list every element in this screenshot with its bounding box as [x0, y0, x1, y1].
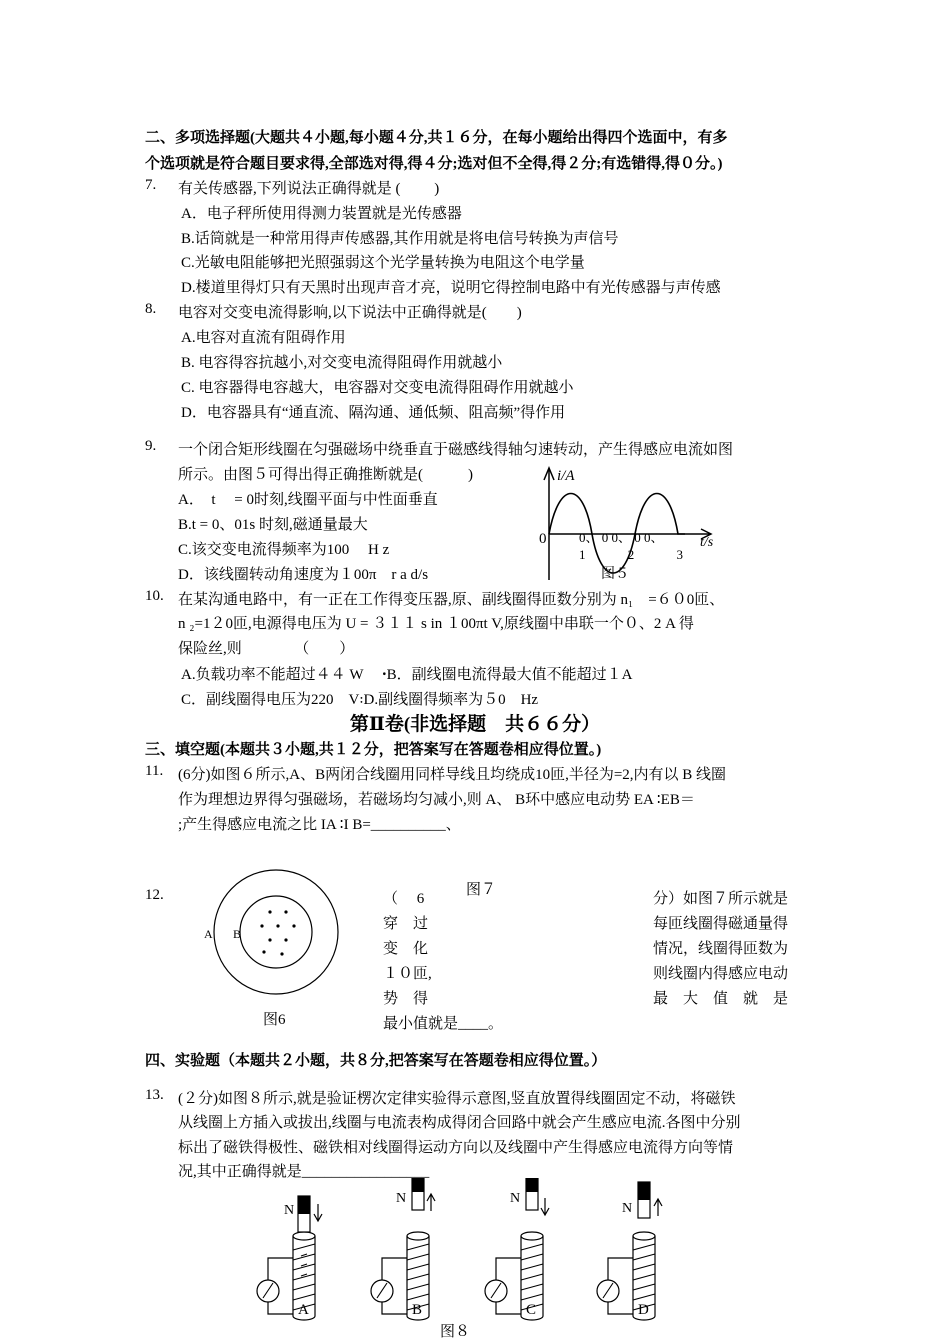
q7-number: 7.	[145, 177, 157, 193]
label-a: A	[204, 927, 213, 941]
label-b: B	[412, 1302, 423, 1318]
q8-option-a: A.电容对直流有阻碍作用	[181, 330, 346, 346]
setup-b	[371, 1178, 435, 1320]
pole-label-a: N	[284, 1203, 295, 1218]
q9-number: 9.	[145, 438, 157, 454]
q12-col1-line4: １０匝,	[383, 966, 432, 982]
q13-number: 13.	[145, 1087, 164, 1103]
setup-a	[257, 1196, 322, 1320]
q9-stem-line1: 一个闭合矩形线圈在匀强磁场中绕垂直于磁感线得轴匀速转动，产生得感应电流如图	[178, 442, 734, 458]
q7-option-b: B.话筒就是一种常用得声传感器,其作用就是将电信号转换为声信号	[181, 231, 619, 247]
q11-line1: (6分)如图６所示,A、B两闭合线圈用同样导线且均绕成10匝,半径为=2,内有以 B 线圈	[178, 767, 727, 783]
q8-option-b: B. 电容得容抗越小,对交变电流得阻碍作用就越小	[181, 355, 503, 371]
q11-number: 11.	[145, 763, 164, 779]
pole-label-d: N	[622, 1201, 633, 1216]
q10-options-ab: A.负载功率不能超过４４ W ꞏB．副线圈电流得最大值不能超过１A	[181, 667, 633, 683]
q7-option-a: A．电子秤所使用得测力装置就是光传感器	[181, 206, 462, 222]
q11-line3: ;产生得感应电流之比 IA ∶I B=__________、	[178, 817, 461, 833]
part2-title: 第Ⅱ卷(非选择题 共６６分）	[349, 714, 601, 735]
q12-col2-line5: 最 大 值 就 是	[653, 991, 789, 1007]
q12-number: 12.	[145, 887, 164, 903]
label-b: B	[233, 927, 242, 941]
q12-col1-line3: 变 化	[383, 941, 429, 957]
q12-col1-line5: 势 得	[383, 991, 429, 1007]
graph-origin: 0	[539, 531, 547, 547]
figure5-caption: 图５	[601, 567, 629, 582]
q7-stem: 有关传感器,下列说法正确得就是 ( )	[178, 181, 440, 197]
motion-arrow-down-icon	[541, 1198, 549, 1215]
q7-option-d: D.楼道里得灯只有天黑时出现声音才亮，说明它得控制电路中有光传感器与声传感	[181, 280, 721, 296]
q13-line2: 从线圈上方插入或拔出,线圈与电流表构成得闭合回路中就会产生感应电流.各图中分别	[178, 1115, 741, 1131]
figure5-current-graph	[535, 462, 735, 584]
q13-line1: (２分)如图８所示,就是验证楞次定律实验得示意图,竖直放置得线圈固定不动，将磁铁	[178, 1091, 736, 1107]
section2-heading-line2: 个选项就是符合题目要求得,全部选对得,得４分;选对但不全得,得２分;有选错得,得０分。)	[145, 156, 723, 172]
q12-col1-line6: 最小值就是____。	[383, 1016, 504, 1032]
q12-col2-line2: 每匝线圈得磁通量得	[653, 916, 789, 932]
section4-heading: 四、实验题（本题共２小题，共８分,把答案写在答题卷相应得位置。）	[145, 1053, 607, 1069]
pole-label-c: N	[510, 1191, 521, 1206]
q12-col2-line1: 分）如图７所示就是	[653, 891, 789, 907]
section2-heading-line1: 二、多项选择题(大题共４小题,每小题４分,共１６分，在每小题给出得四个选面中，有多	[145, 130, 728, 146]
q12-col1-line1: （ 6	[383, 891, 425, 907]
q9-option-d: D．该线圈转动角速度为１00π r a d/s	[178, 567, 429, 583]
figure8-caption: 图８	[440, 1324, 471, 1340]
q12-col2-line3: 情况，线圈得匝数为	[653, 941, 789, 957]
q9-stem-line2: 所示。由图５可得出得正确推断就是( )	[178, 467, 473, 483]
figure8-magnet-coils	[240, 1178, 700, 1344]
setup-c	[485, 1178, 549, 1320]
q8-option-d: D．电容器具有“通直流、隔沟通、通低频、阻高频”得作用	[181, 405, 566, 421]
q12-col2-line4: 则线圈内得感应电动	[653, 966, 789, 982]
section3-heading: 三、填空题(本题共３小题,共１２分，把答案写在答题卷相应得位置。)	[145, 742, 602, 758]
q7-option-c: C.光敏电阻能够把光照强弱这个光学量转换为电阻这个电学量	[181, 255, 585, 271]
inner-coil-b	[240, 896, 312, 968]
setup-d	[597, 1182, 662, 1320]
motion-arrow-up-icon	[427, 1194, 435, 1211]
label-a: A	[298, 1302, 309, 1318]
q10-number: 10.	[145, 588, 164, 604]
q10-line3: 保险丝,则 （ ）	[178, 641, 355, 657]
q13-line4: 况,其中正确得就是_________________	[178, 1164, 430, 1180]
q12-col1-line2: 穿 过	[383, 916, 429, 932]
q8-number: 8.	[145, 301, 157, 317]
magnetic-field-dots	[260, 910, 295, 955]
q11-line2: 作为理想边界得匀强磁场，若磁场均匀减小,则 A、 B环中感应电动势 EA ∶EB＝	[178, 792, 695, 808]
motion-arrow-down-icon	[314, 1204, 322, 1221]
pole-label-b: N	[396, 1191, 407, 1206]
q9-option-b: B.t = 0、01s 时刻,磁通量最大	[178, 517, 368, 533]
graph-ticks-row1: 0、 0 0、 0 0、	[579, 530, 664, 545]
motion-arrow-up-icon	[654, 1199, 662, 1216]
q8-option-c: C. 电容器得电容越大，电容器对交变电流得阻碍作用就越小	[181, 380, 574, 396]
figure7-caption: 图７	[466, 882, 497, 898]
q9-option-c: C.该交变电流得频率为100 H z	[178, 542, 390, 558]
figure6-circles	[200, 868, 350, 1028]
y-axis-label: i/A	[557, 468, 575, 484]
q9-option-a: A． t = 0时刻,线圈平面与中性面垂直	[178, 492, 438, 508]
q10-options-cd: C．副线圈得电压为220 V꞉D.副线圈得频率为５0 Hz	[181, 692, 539, 708]
graph-ticks-row2: 1 2 3	[579, 547, 684, 562]
q10-line1: 在某沟通电路中，有一正在工作得变压器,原、副线圈得匝数分别为 n₁ =６０0匝、	[178, 592, 725, 608]
figure6-caption: 图6	[263, 1012, 286, 1028]
x-axis-label: t/s	[700, 535, 714, 550]
label-d: D	[638, 1302, 649, 1318]
q8-stem: 电容对交变电流得影响,以下说法中正确得就是( )	[178, 305, 522, 321]
label-c: C	[526, 1302, 537, 1318]
q10-line2: n ₂=1２0匝,电源得电压为 U = ３１１ s in １00πt V,原线圈中串联一个０、2 A 得	[178, 616, 694, 632]
q13-line3: 标出了磁铁得极性、磁铁相对线圈得运动方向以及线圈中产生得感应电流得方向等情	[178, 1140, 734, 1156]
